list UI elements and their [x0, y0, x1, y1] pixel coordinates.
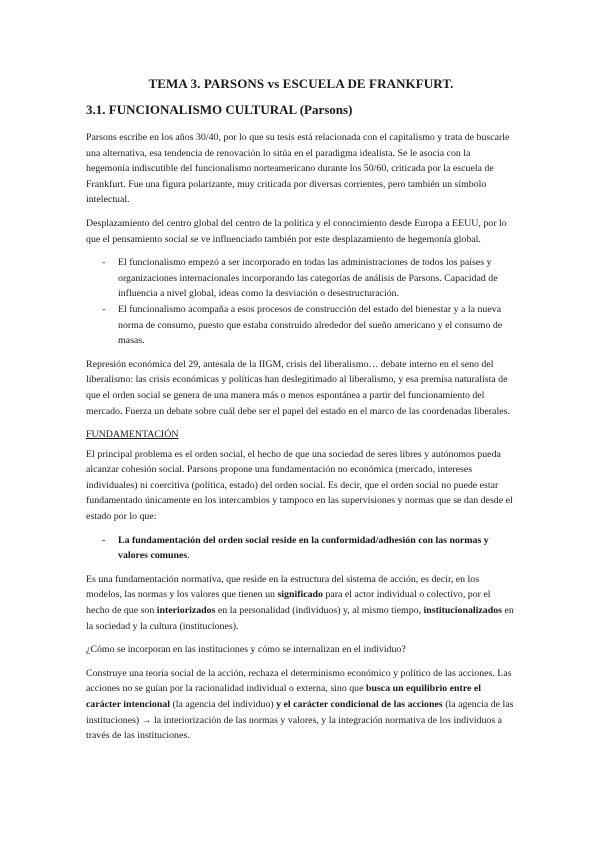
text-run: Es una fundamentación normativa, que reside en la estructura del sistema de acción, es decir, en los modelos, las normas y los valores que tienen un [86, 573, 480, 601]
list-item-text: El funcionalismo acompaña a esos procesos de construcción del estado del bienestar y a la nueva norma de consumo, puesto que estaba construido alrededor del sueño americano y el consumo de masas. [118, 303, 503, 347]
paragraph-action-theory [86, 666, 516, 744]
paragraph-order: El principal problema es el orden social, el hecho de que una sociedad de seres libres y autónomos pueda alcanzar cohesión social. Parsons propone una fundamentación no económica (mercado, intereses individuales) ni coercitiva (política, estado) del orden social. Es decir, que el orden social no puede estar fundamentado únicamente en los intercambios y tampoco en las supervisiones y normas que se dan desde el estado por lo que: [86, 448, 513, 523]
bold-term-interiorizados: interiorizados [156, 605, 216, 617]
bullet-list [86, 533, 516, 564]
list-item [86, 255, 516, 302]
paragraph-displacement: Desplazamiento del centro global del centro de la política y el conocimiento desde Europa a EEUU, por lo que el pensamiento social se ve influenciado también por este desplazamiento de hegemonía global. [86, 217, 507, 245]
dash-marker: - [102, 257, 106, 269]
list-item-text: El funcionalismo empezó a ser incorporado en todas las administraciones de todos los países y organizaciones internacionales incorporando las categorías de análisis de Parsons. Capacidad de influencia a nivel global, ideas como la desviación o desestructuración. [118, 257, 498, 300]
text-run: en la personalidad (individuos) y, al mismo tiempo, [215, 605, 424, 617]
bold-term-significado: significado [277, 589, 323, 601]
paragraph-question: ¿Cómo se incorporan en las instituciones y cómo se internalizan en el individuo? [86, 644, 406, 656]
bullet-tail: . [187, 550, 190, 562]
dash-marker: - [102, 303, 106, 315]
dash-list [86, 255, 516, 349]
bullet-bold-text: La fundamentación del orden social reside en la conformidad/adhesión con las normas y valores comunes [118, 534, 489, 562]
subheading-fundamentacion: FUNDAMENTACIÓN [86, 429, 179, 441]
document-title: TEMA 3. PARSONS vs ESCUELA DE FRANKFURT. [148, 76, 454, 91]
text-run: para el actor individual o colectivo, por el hecho de que son [86, 589, 491, 617]
text-run: en la sociedad y la cultura (instituciones). [86, 605, 514, 632]
bold-term-condicional: y el carácter condicional de las acciones [276, 699, 443, 710]
list-item [86, 302, 516, 349]
bold-term-intencional: busca un equilibrio entre el carácter intencional [86, 683, 482, 710]
text-run: (la agencia de las instituciones) → la interiorización de las normas y valores, y la integración normativa de los individuos a través de las instituciones. [86, 699, 514, 742]
paragraph-normative [86, 572, 516, 634]
dash-marker: - [102, 534, 106, 546]
section-heading: 3.1. FUNCIONALISMO CULTURAL (Parsons) [86, 102, 353, 117]
list-item [86, 533, 516, 564]
text-run: Construye una teoría social de la acción, rechaza el determinismo económico y político de las acciones. Las acciones no se guían por la racionalidad individual o externa, sino que [86, 667, 512, 695]
text-run: (la agencia del individuo) [170, 699, 277, 710]
paragraph-crisis: Represión económica del 29, antesala de la IIGM, crisis del liberalismo… debate interno en el seno del liberalismo: las crisis económicas y políticas han deslegitimado al liberalismo, y esa premisa naturalista de que el orden social se genera de una manera más o menos espontánea a partir del funcionamiento del mercado. Fuerza un debate sobre cuál debe ser el papel del estado en el marco de las coordenadas liberales. [86, 358, 510, 417]
paragraph-intro: Parsons escribe en los años 30/40, por lo que su tesis está relacionada con el capitalismo y trata de buscarle una alternativa, esa tendencia de renovación lo sitúa en el paradigma idealista. Se le asocia con la hegemonía indiscutible del funcionalismo norteamericano durante los 50/60, criticada por la escuela de Frankfurt. Fue una figura polarizante, muy criticada por diversas corrientes, pero también un símbolo intelectual. [86, 132, 510, 206]
bold-term-institucionalizados: institucionalizados [423, 605, 502, 617]
